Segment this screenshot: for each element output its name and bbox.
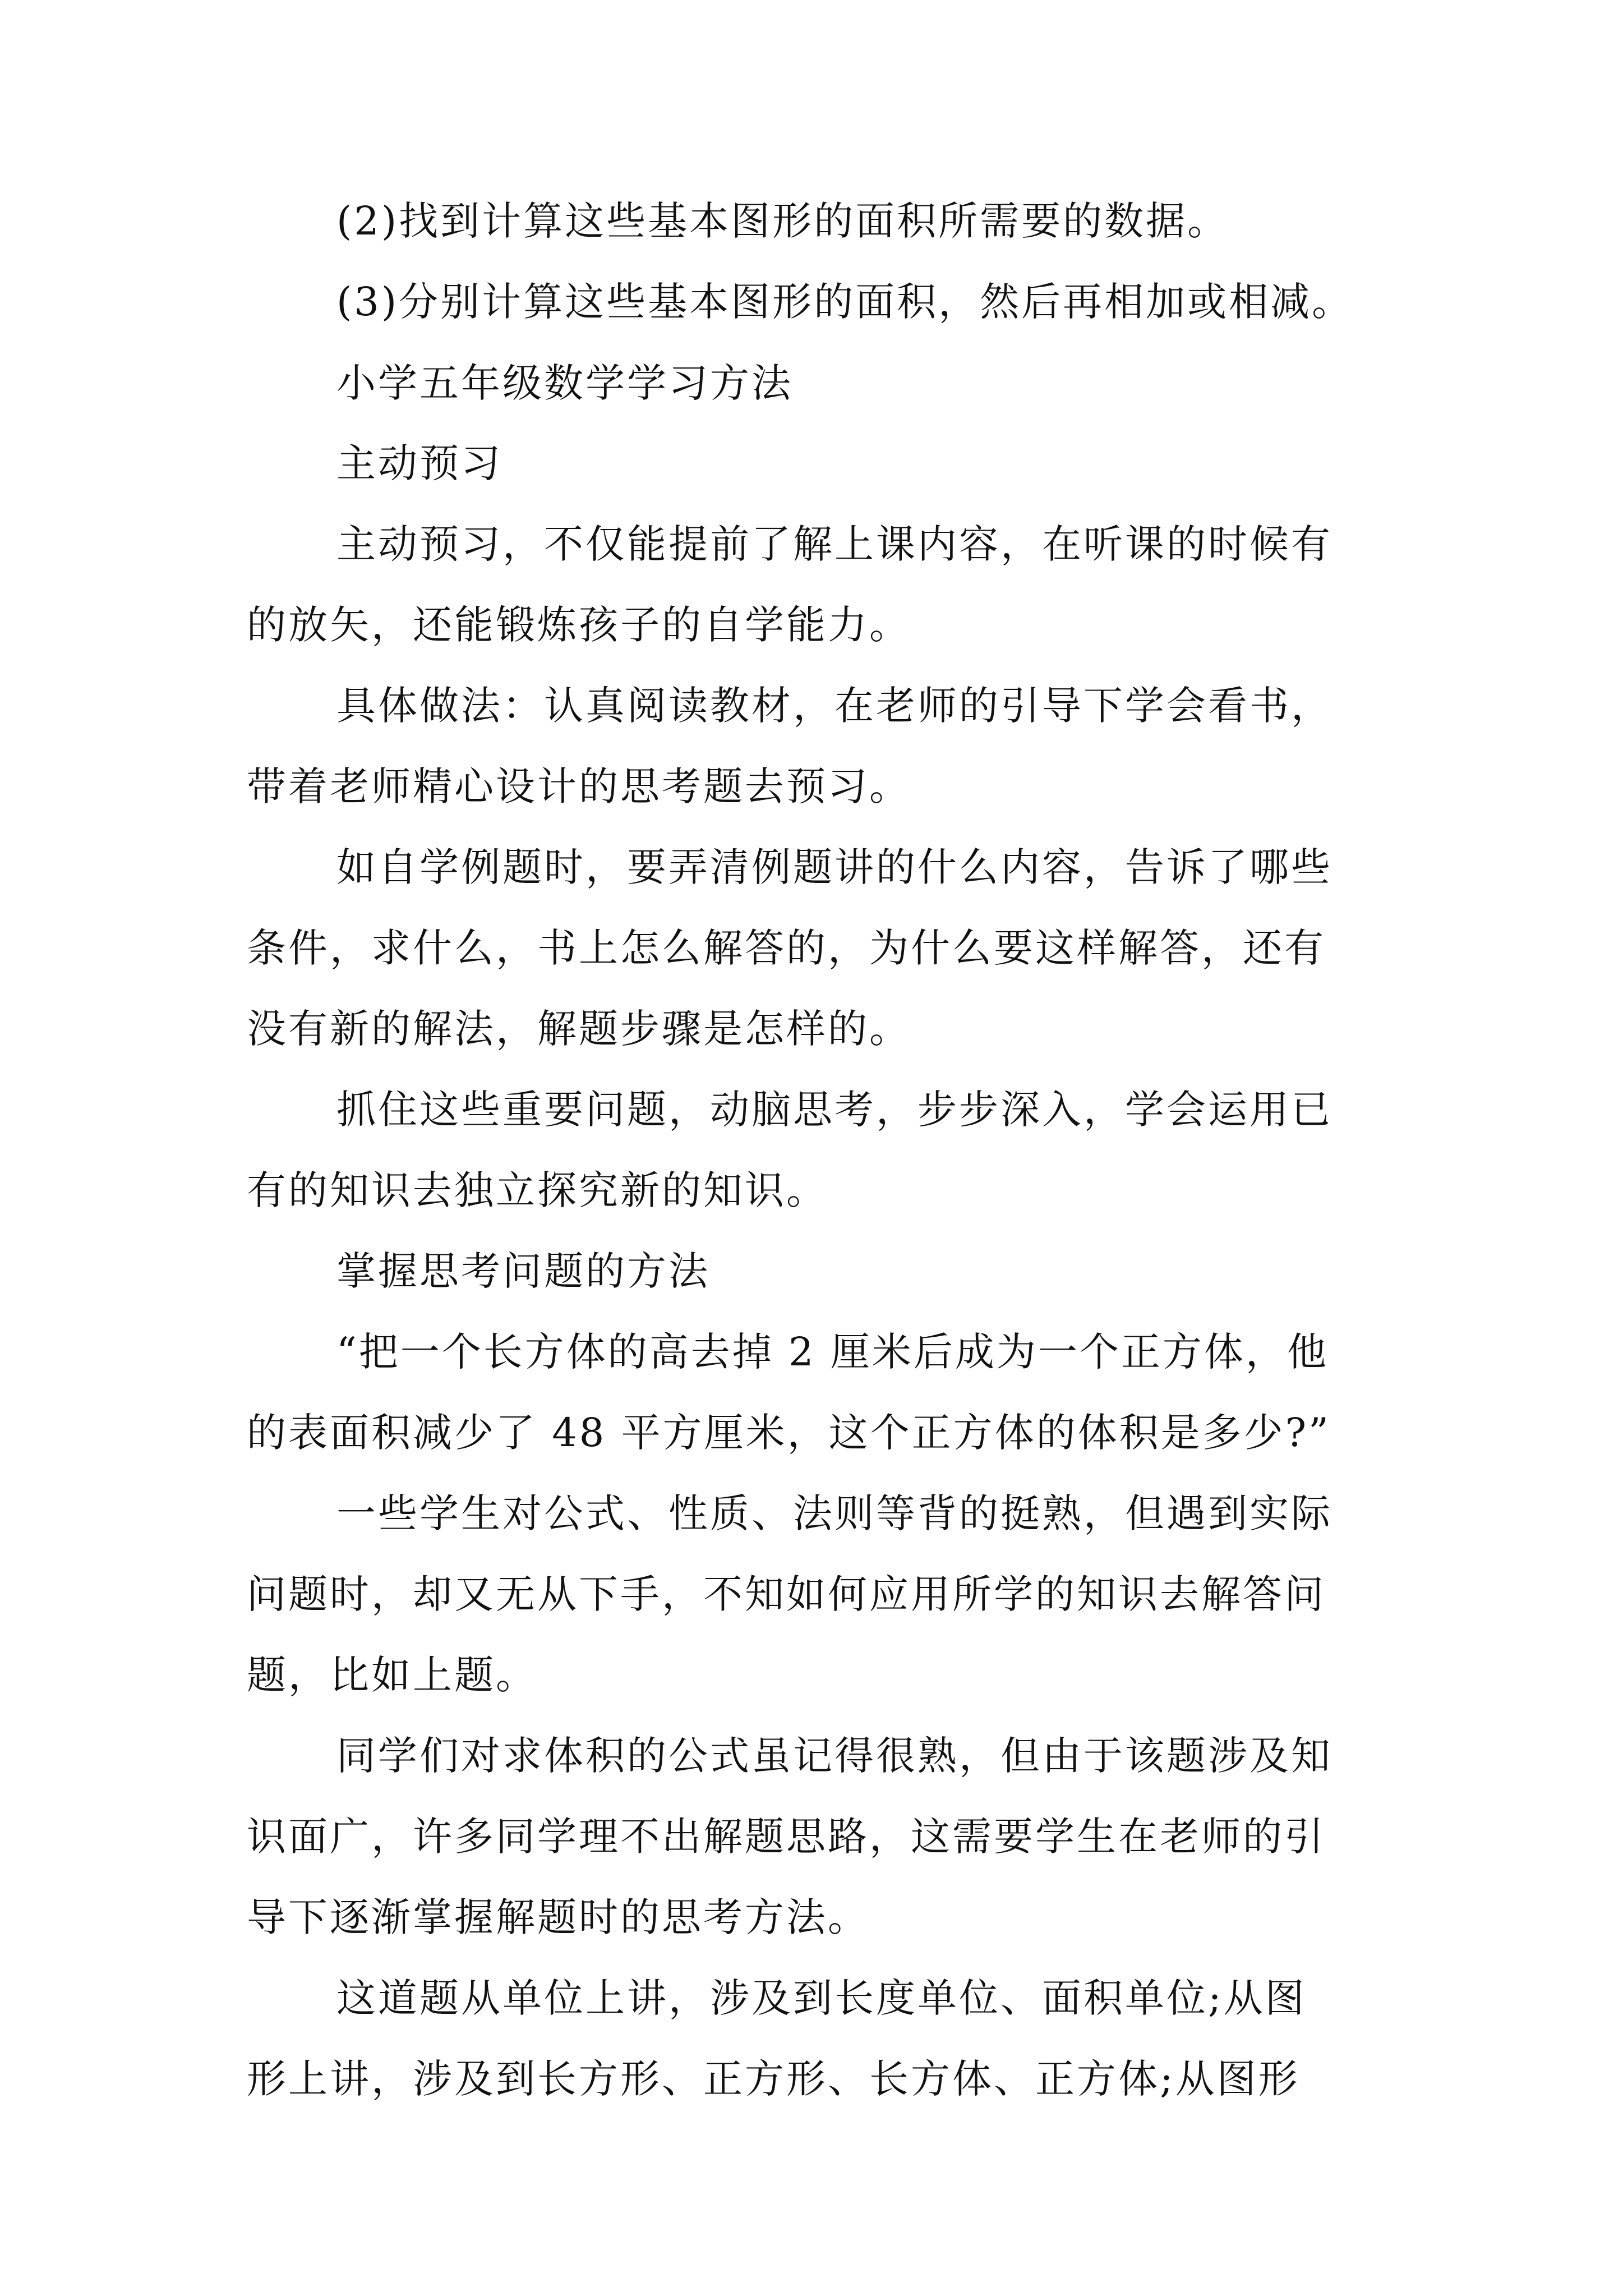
text-line: “把一个长方体的高去掉 2 厘米后成为一个正方体，他 [336, 1329, 1329, 1375]
text-line: 一些学生对公式、性质、法则等背的挺熟，但遇到实际 [336, 1490, 1332, 1536]
text-line: 导下逐渐掌握解题时的思考方法。 [247, 1894, 869, 1940]
text-line: 有的知识去独立探究新的知识。 [247, 1167, 828, 1213]
subsection-heading: 主动预习 [336, 440, 502, 486]
text-line: 带着老师精心设计的思考题去预习。 [247, 763, 911, 809]
text-line: 条件，求什么，书上怎么解答的，为什么要这样解答，还有 [247, 925, 1326, 971]
text-line: 主动预习，不仅能提前了解上课内容，在听课的时候有 [336, 521, 1332, 567]
text-line: 没有新的解法，解题步骤是怎样的。 [247, 1006, 911, 1052]
text-line: 识面广，许多同学理不出解题思路，这需要学生在老师的引 [247, 1814, 1326, 1860]
text-line: 的放矢，还能锻炼孩子的自学能力。 [247, 602, 911, 648]
text-line: 如自学例题时，要弄清例题讲的什么内容，告诉了哪些 [336, 844, 1332, 890]
text-line: 抓住这些重要问题，动脑思考，步步深入，学会运用已 [336, 1087, 1332, 1133]
text-line: (2)找到计算这些基本图形的面积所需要的数据。 [336, 198, 1229, 244]
text-line: 问题时，却又无从下手，不知如何应用所学的知识去解答问 [247, 1571, 1326, 1617]
text-line: 具体做法：认真阅读教材，在老师的引导下学会看书， [336, 683, 1332, 729]
text-line: 这道题从单位上讲，涉及到长度单位、面积单位;从图 [336, 1975, 1307, 2021]
text-line: 题，比如上题。 [247, 1652, 537, 1698]
subsection-heading: 掌握思考问题的方法 [336, 1248, 710, 1294]
text-line: (3)分别计算这些基本图形的面积，然后再相加或相减。 [336, 279, 1354, 325]
text-line: 的表面积减少了 48 平方厘米，这个正方体的体积是多少?” [247, 1410, 1331, 1456]
section-heading: 小学五年级数学学习方法 [336, 360, 793, 406]
text-line: 同学们对求体积的公式虽记得很熟，但由于该题涉及知 [336, 1733, 1332, 1779]
text-line: 形上讲，涉及到长方形、正方形、长方体、正方体;从图形 [247, 2056, 1300, 2102]
